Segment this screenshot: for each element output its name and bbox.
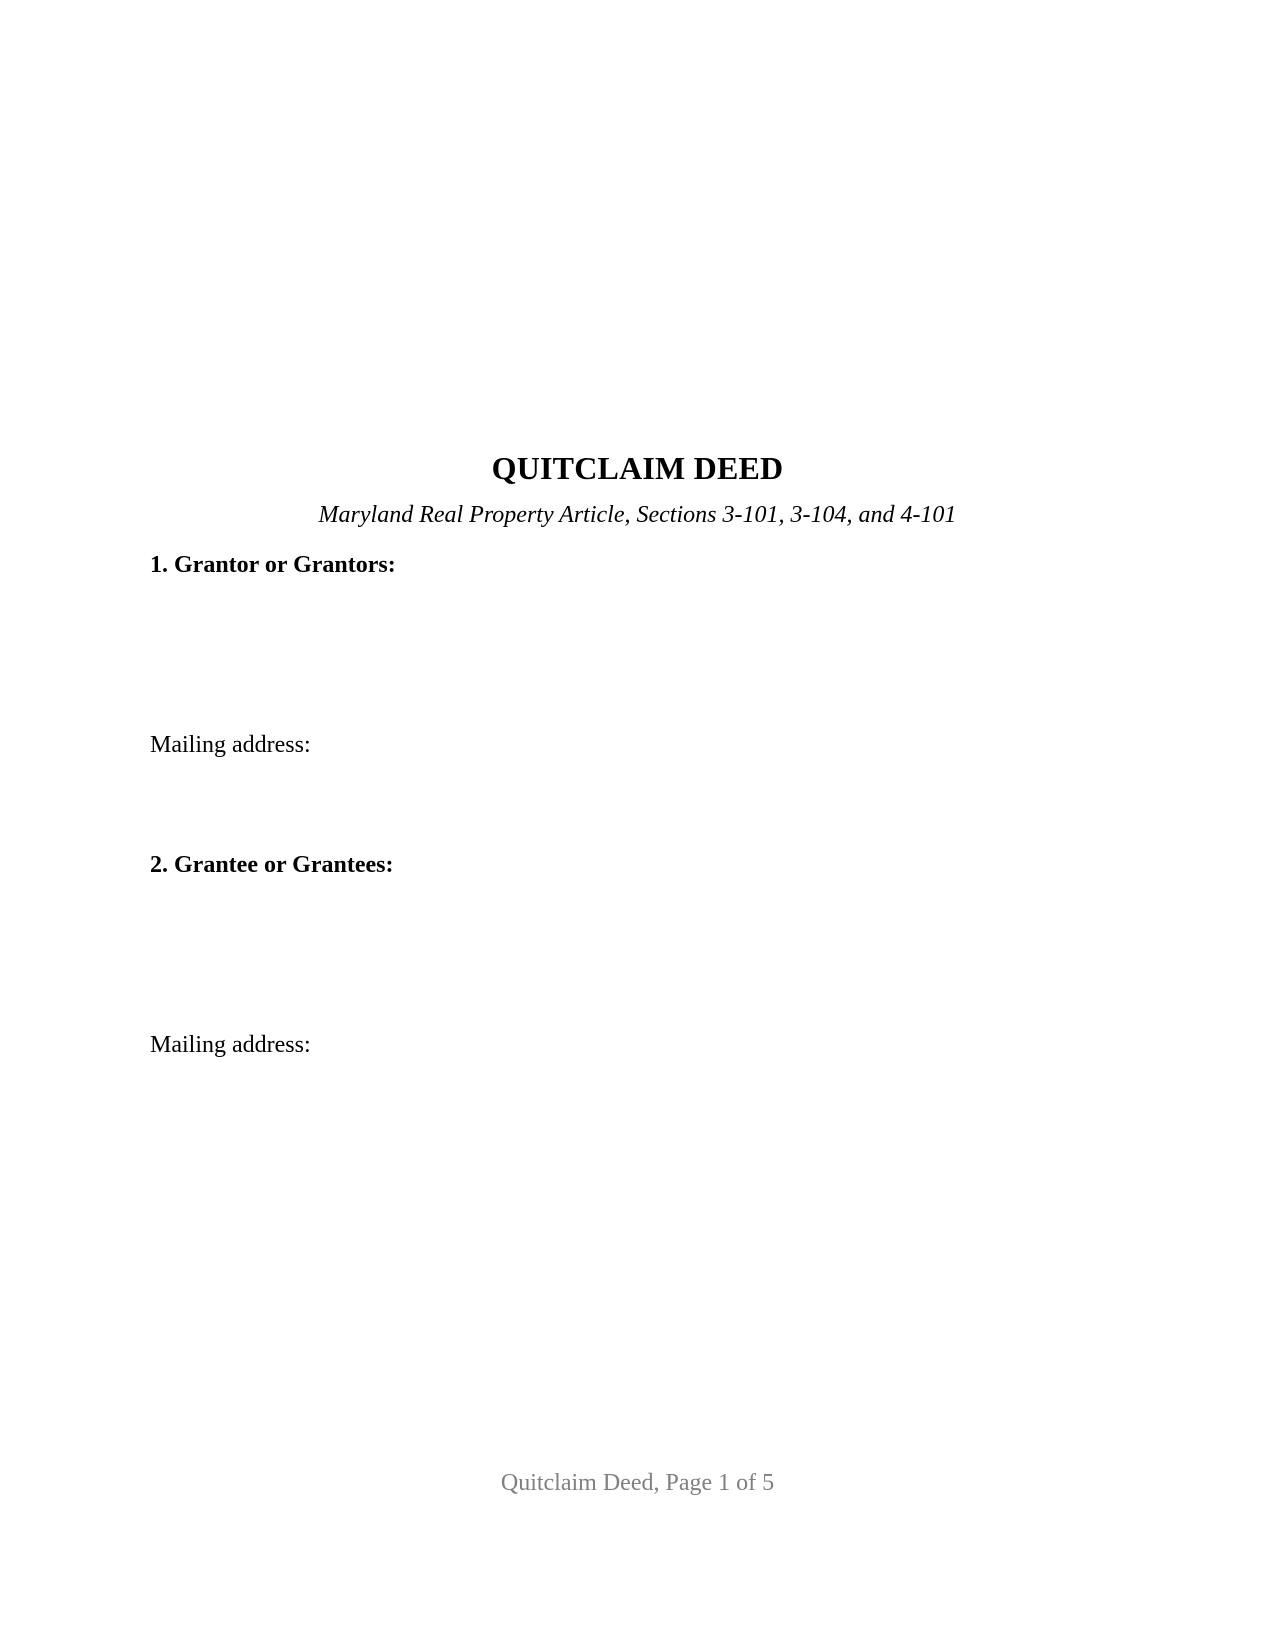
document-title: QUITCLAIM DEED xyxy=(491,450,784,486)
grantor-mailing-address-label: Mailing address: xyxy=(150,732,311,758)
grantee-section-heading: 2. Grantee or Grantees: xyxy=(150,852,394,878)
grantor-section-heading: 1. Grantor or Grantors: xyxy=(150,552,396,578)
document-subtitle: Maryland Real Property Article, Sections 3-101, 3-104, and 4-101 xyxy=(318,502,957,528)
page-footer: Quitclaim Deed, Page 1 of 5 xyxy=(500,1470,775,1496)
grantee-mailing-address-label: Mailing address: xyxy=(150,1032,311,1058)
